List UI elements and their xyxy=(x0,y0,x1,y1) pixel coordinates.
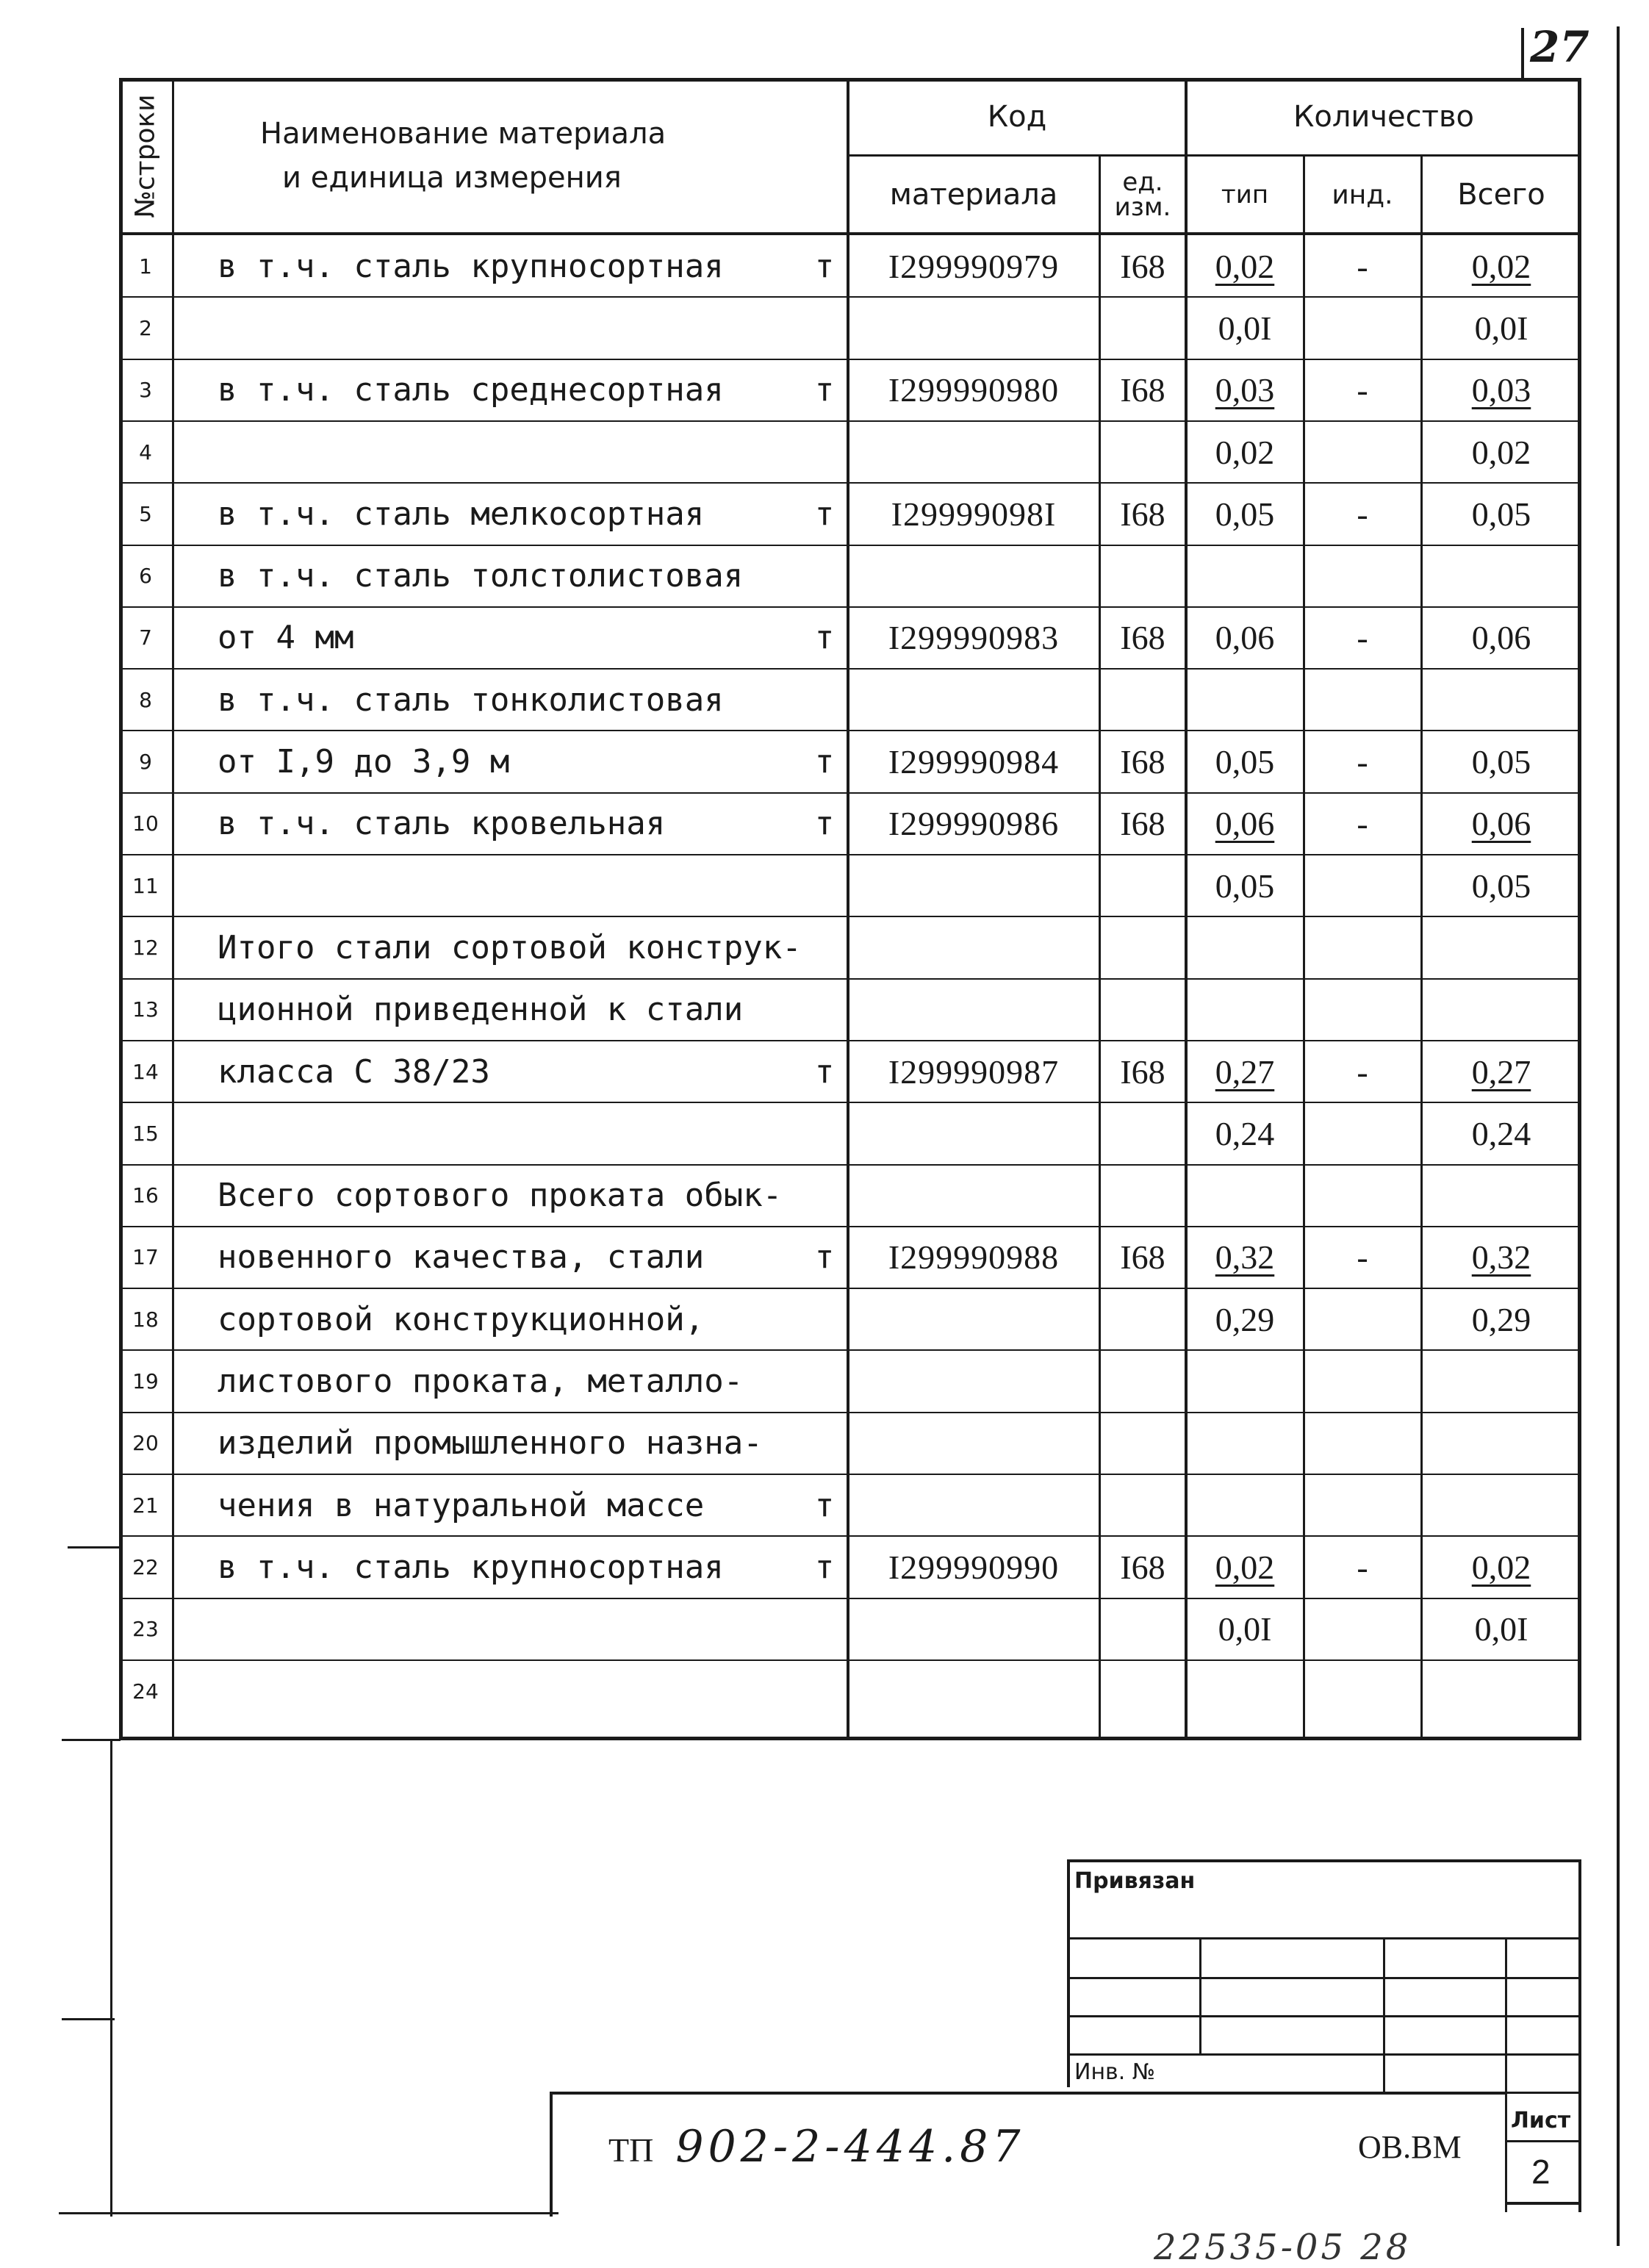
qty-type xyxy=(1186,1350,1304,1412)
row-number: 5 xyxy=(139,501,152,526)
stamp-line-4 xyxy=(1067,2053,1581,2056)
material-code: I299990979 xyxy=(888,247,1060,285)
material-name: чения в натуральной массе xyxy=(218,1486,705,1524)
material-name xyxy=(172,297,804,359)
qty-total xyxy=(1421,916,1581,978)
material-unit: т xyxy=(814,495,835,533)
row-number: 20 xyxy=(132,1431,159,1456)
material-code xyxy=(848,916,1099,978)
row-number: 18 xyxy=(132,1307,159,1332)
qty-ind xyxy=(1304,545,1421,607)
qty-type xyxy=(1186,1474,1304,1536)
material-unit xyxy=(802,421,847,483)
qty-ind: - xyxy=(1357,743,1368,781)
row-number: 11 xyxy=(132,873,159,898)
qty-type: 0,06 xyxy=(1215,619,1275,657)
qty-ind xyxy=(1304,1102,1421,1164)
inv-no-label: Инв. № xyxy=(1074,2059,1156,2085)
qty-type xyxy=(1186,979,1304,1041)
qty-ind xyxy=(1304,669,1421,731)
header-qty-ind: инд. xyxy=(1332,179,1393,210)
material-name: в т.ч. сталь крупносортная xyxy=(218,247,724,285)
qty-total: 0,0I xyxy=(1474,309,1528,347)
unit-code xyxy=(1099,916,1186,978)
header-mid-line-qty xyxy=(1186,154,1581,157)
margin-mark-3 xyxy=(62,2018,115,2020)
unit-code: I68 xyxy=(1120,495,1165,533)
qty-type: 0,05 xyxy=(1215,866,1275,905)
qty-type: 0,02 xyxy=(1215,247,1275,285)
material-code: I29999098I xyxy=(891,495,1057,533)
qty-type xyxy=(1186,669,1304,731)
doc-code-frame xyxy=(550,2092,1581,2217)
material-code: I299990987 xyxy=(888,1052,1060,1091)
header-code-material: материала xyxy=(889,178,1058,212)
footer-code: 22535-05 28 xyxy=(1154,2227,1412,2268)
qty-total: 0,29 xyxy=(1471,1300,1531,1338)
qty-type: 0,05 xyxy=(1215,743,1275,781)
row-number: 9 xyxy=(139,750,152,775)
material-unit xyxy=(802,669,847,731)
header-name: Наименование материала и единица измерения xyxy=(260,117,667,195)
material-code xyxy=(848,1165,1099,1227)
qty-total xyxy=(1421,545,1581,607)
unit-code: I68 xyxy=(1120,1052,1165,1091)
material-code xyxy=(848,421,1099,483)
material-unit xyxy=(802,1413,847,1474)
unit-code xyxy=(1099,1165,1186,1227)
material-code: I299990980 xyxy=(888,371,1060,409)
qty-type: 0,0I xyxy=(1218,309,1272,347)
qty-type: 0,0I xyxy=(1218,1610,1272,1648)
qty-ind xyxy=(1304,1598,1421,1660)
qty-total: 0,02 xyxy=(1471,247,1531,285)
row-number: 3 xyxy=(139,378,152,403)
unit-code: I68 xyxy=(1120,805,1165,843)
row-number: 22 xyxy=(132,1554,159,1579)
qty-type xyxy=(1186,1165,1304,1227)
qty-type: 0,02 xyxy=(1215,433,1275,471)
unit-code xyxy=(1099,421,1186,483)
qty-total xyxy=(1421,1474,1581,1536)
material-name: от I,9 до 3,9 м xyxy=(218,743,510,781)
material-unit xyxy=(802,1660,847,1722)
sheet-box-left xyxy=(1505,2095,1507,2205)
material-name xyxy=(172,1598,804,1660)
row-number: 7 xyxy=(139,625,152,650)
material-unit xyxy=(802,916,847,978)
qty-total: 0,32 xyxy=(1471,1238,1531,1277)
material-unit xyxy=(802,1102,847,1164)
material-unit xyxy=(802,1350,847,1412)
header-code-unit: ед. изм. xyxy=(1114,168,1171,222)
material-unit: т xyxy=(814,1548,835,1586)
material-code xyxy=(848,1598,1099,1660)
qty-ind: - xyxy=(1357,495,1368,533)
qty-total: 0,05 xyxy=(1471,495,1531,533)
unit-code xyxy=(1099,1413,1186,1474)
material-code xyxy=(848,1102,1099,1164)
sheet-label: Лист xyxy=(1511,2108,1571,2134)
material-code xyxy=(848,669,1099,731)
qty-ind xyxy=(1304,421,1421,483)
unit-code xyxy=(1099,297,1186,359)
doc-frame-top xyxy=(550,2092,1505,2095)
qty-ind xyxy=(1304,1660,1421,1722)
qty-total xyxy=(1421,669,1581,731)
header-code-group: Код xyxy=(987,100,1047,134)
material-code xyxy=(848,1474,1099,1536)
qty-type: 0,29 xyxy=(1215,1300,1275,1338)
material-name: в т.ч. сталь среднесортная xyxy=(218,371,724,409)
stamp-col-2 xyxy=(1383,1937,1385,2092)
material-unit: т xyxy=(814,1052,835,1091)
row-number: 15 xyxy=(132,1121,159,1146)
material-name xyxy=(172,1102,804,1164)
unit-code: I68 xyxy=(1120,247,1165,285)
material-code xyxy=(848,1288,1099,1350)
qty-total: 0,24 xyxy=(1471,1114,1531,1152)
row-number: 1 xyxy=(139,254,152,279)
unit-code xyxy=(1099,1474,1186,1536)
row-number: 14 xyxy=(132,1059,159,1084)
qty-ind: - xyxy=(1357,1238,1368,1277)
materials-table xyxy=(119,78,1581,1740)
stamp-line-1 xyxy=(1067,1937,1581,1939)
material-unit: т xyxy=(814,805,835,843)
stamp-col-1 xyxy=(1199,1937,1201,2053)
material-unit xyxy=(802,545,847,607)
qty-type: 0,27 xyxy=(1215,1052,1275,1091)
row-number: 8 xyxy=(139,687,152,712)
material-name: листового проката, металло- xyxy=(218,1363,744,1401)
unit-code xyxy=(1099,1288,1186,1350)
material-code xyxy=(848,979,1099,1041)
qty-total: 0,0I xyxy=(1474,1610,1528,1648)
qty-total: 0,05 xyxy=(1471,743,1531,781)
qty-type: 0,06 xyxy=(1215,805,1275,843)
row-number: 24 xyxy=(132,1679,159,1704)
header-qty-type: тип xyxy=(1221,180,1269,209)
unit-code xyxy=(1099,545,1186,607)
qty-ind xyxy=(1304,1474,1421,1536)
row-number: 6 xyxy=(139,564,152,589)
qty-ind xyxy=(1304,979,1421,1041)
unit-code: I68 xyxy=(1120,1238,1165,1277)
material-name xyxy=(172,1660,804,1722)
material-unit: т xyxy=(814,619,835,657)
material-code: I299990988 xyxy=(888,1238,1060,1277)
qty-total xyxy=(1421,1413,1581,1474)
row-number: 12 xyxy=(132,935,159,960)
material-name: Итого стали сортовой конструк- xyxy=(218,928,802,966)
material-name: класса С 38/23 xyxy=(218,1052,490,1091)
row-number: 10 xyxy=(132,811,159,836)
qty-ind: - xyxy=(1357,805,1368,843)
qty-total xyxy=(1421,1660,1581,1722)
material-unit xyxy=(802,297,847,359)
qty-ind: - xyxy=(1357,1052,1368,1091)
doc-frame-left xyxy=(550,2092,553,2217)
doc-code xyxy=(608,2121,1025,2172)
material-name xyxy=(172,855,804,916)
material-unit: т xyxy=(814,743,835,781)
material-unit xyxy=(802,1598,847,1660)
qty-ind: - xyxy=(1357,247,1368,285)
stamp-line-2 xyxy=(1067,1977,1581,1979)
qty-total: 0,27 xyxy=(1471,1052,1531,1091)
material-name: в т.ч. сталь тонколистовая xyxy=(218,681,724,719)
material-unit xyxy=(802,855,847,916)
row-number: 17 xyxy=(132,1245,159,1270)
qty-ind xyxy=(1304,1350,1421,1412)
header-qty-group: Количество xyxy=(1293,100,1474,134)
unit-code xyxy=(1099,1102,1186,1164)
material-unit: т xyxy=(814,371,835,409)
qty-type xyxy=(1186,1660,1304,1722)
material-code xyxy=(848,1413,1099,1474)
row-number: 21 xyxy=(132,1493,159,1518)
sheet-value: 2 xyxy=(1531,2153,1551,2191)
unit-code: I68 xyxy=(1120,1548,1165,1586)
row-number: 23 xyxy=(132,1617,159,1642)
qty-type: 0,24 xyxy=(1215,1114,1275,1152)
attached-label: Привязан xyxy=(1074,1868,1196,1894)
doc-code-prefix: ТП xyxy=(608,2131,654,2169)
qty-ind xyxy=(1304,855,1421,916)
page-number-divider xyxy=(1521,28,1524,79)
qty-total: 0,03 xyxy=(1471,371,1531,409)
qty-ind xyxy=(1304,297,1421,359)
unit-code xyxy=(1099,669,1186,731)
material-unit xyxy=(802,1165,847,1227)
material-unit: т xyxy=(814,1486,835,1524)
row-number: 2 xyxy=(139,315,152,340)
material-name: в т.ч. сталь толстолистовая xyxy=(218,557,744,595)
material-code xyxy=(848,1350,1099,1412)
sheet-number: 27 xyxy=(1530,22,1589,72)
qty-total: 0,02 xyxy=(1471,433,1531,471)
material-code: I299990986 xyxy=(888,805,1060,843)
qty-ind: - xyxy=(1357,371,1368,409)
margin-mark-1 xyxy=(68,1546,121,1549)
qty-total: 0,06 xyxy=(1471,805,1531,843)
table-border-bottom xyxy=(119,1737,1581,1740)
unit-code: I68 xyxy=(1120,619,1165,657)
material-unit: т xyxy=(814,247,835,285)
material-name: в т.ч. сталь кровельная xyxy=(218,805,666,843)
qty-type xyxy=(1186,916,1304,978)
qty-total: 0,05 xyxy=(1471,866,1531,905)
qty-type: 0,05 xyxy=(1215,495,1275,533)
unit-code xyxy=(1099,855,1186,916)
doc-suffix: ОВ.ВМ xyxy=(1358,2129,1462,2165)
qty-ind xyxy=(1304,1165,1421,1227)
header-qty-total: Всего xyxy=(1457,178,1545,212)
material-unit xyxy=(802,1288,847,1350)
row-number: 13 xyxy=(132,997,159,1022)
qty-type: 0,32 xyxy=(1215,1238,1275,1277)
material-name: новенного качества, стали xyxy=(218,1238,705,1277)
material-code xyxy=(848,855,1099,916)
row-number: 4 xyxy=(139,439,152,464)
unit-code xyxy=(1099,1598,1186,1660)
qty-type xyxy=(1186,545,1304,607)
material-code: I299990984 xyxy=(888,743,1060,781)
material-code xyxy=(848,1660,1099,1722)
material-code: I299990990 xyxy=(888,1548,1060,1586)
material-code: I299990983 xyxy=(888,619,1060,657)
qty-ind xyxy=(1304,1413,1421,1474)
unit-code xyxy=(1099,1350,1186,1412)
qty-total xyxy=(1421,979,1581,1041)
unit-code xyxy=(1099,979,1186,1041)
material-name: в т.ч. сталь крупносортная xyxy=(218,1548,724,1586)
header-row-no: №строки xyxy=(130,93,161,218)
qty-total xyxy=(1421,1350,1581,1412)
qty-total: 0,02 xyxy=(1471,1548,1531,1586)
qty-type: 0,03 xyxy=(1215,371,1275,409)
unit-code xyxy=(1099,1660,1186,1722)
material-name: Всего сортового проката обык- xyxy=(218,1177,783,1215)
unit-code: I68 xyxy=(1120,743,1165,781)
margin-bottom-line xyxy=(59,2212,558,2214)
material-unit xyxy=(802,979,847,1041)
row-number: 16 xyxy=(132,1183,159,1208)
qty-ind: - xyxy=(1357,619,1368,657)
material-code xyxy=(848,545,1099,607)
header-mid-line-code xyxy=(848,154,1186,157)
sheet-box-mid xyxy=(1505,2140,1581,2142)
qty-type xyxy=(1186,1413,1304,1474)
material-name: сортовой конструкционной, xyxy=(218,1300,705,1338)
qty-ind xyxy=(1304,1288,1421,1350)
doc-code-hand: 902-2-444.87 xyxy=(675,2121,1025,2172)
row-number: 19 xyxy=(132,1369,159,1394)
material-name: ционной приведенной к стали xyxy=(218,991,744,1029)
stamp-line-3 xyxy=(1067,2015,1581,2017)
page-right-border xyxy=(1617,26,1620,2246)
material-name xyxy=(172,421,804,483)
title-block-top xyxy=(1067,1859,1581,1862)
qty-ind xyxy=(1304,916,1421,978)
qty-ind: - xyxy=(1357,1548,1368,1586)
material-name: в т.ч. сталь мелкосортная xyxy=(218,495,705,533)
material-name: от 4 мм xyxy=(218,619,354,657)
qty-total: 0,06 xyxy=(1471,619,1531,657)
material-code xyxy=(848,297,1099,359)
sheet-box-bottom xyxy=(1505,2202,1581,2205)
qty-total xyxy=(1421,1165,1581,1227)
unit-code: I68 xyxy=(1120,371,1165,409)
margin-line-left xyxy=(110,1739,112,2217)
material-name: изделий промышленного назна- xyxy=(218,1424,763,1463)
qty-type: 0,02 xyxy=(1215,1548,1275,1586)
material-unit: т xyxy=(814,1238,835,1277)
